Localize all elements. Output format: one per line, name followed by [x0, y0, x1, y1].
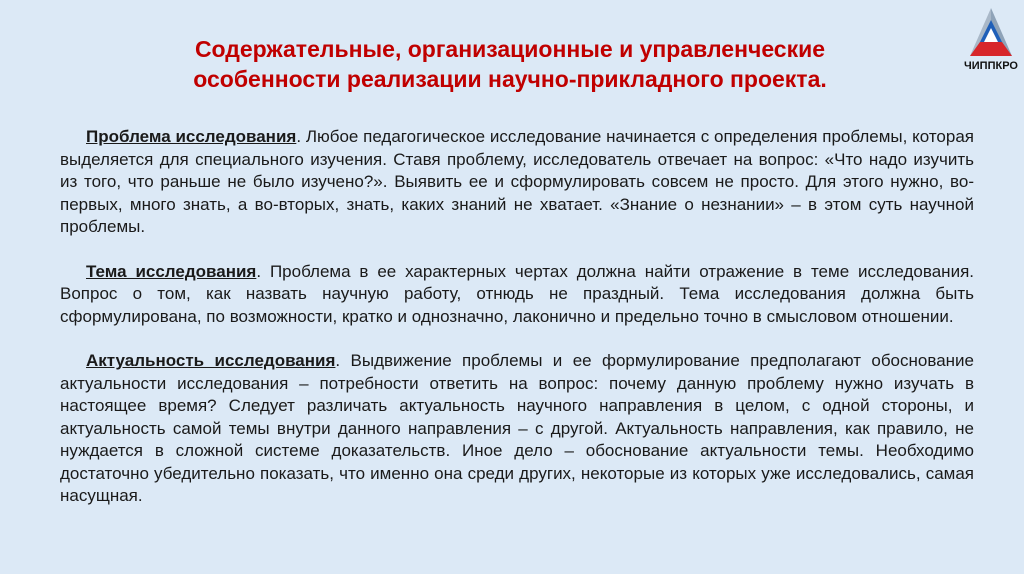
- paragraph-relevance-text: . Выдвижение проблемы и ее формулирование предполагают обоснование актуальности исследования – потребности ответить на вопрос: почему данную проблему нужно изучать в настоящее время? Следует различать актуальность научного направления в целом, с одной стороны, и актуальность самой темы внутри данного направления – с другой. Актуальность направления, как правило, не нуждается в сложной системе доказательств. Иное дело – обоснование актуальности темы. Необходимо достаточно убедительно показать, что именно она среди других, некоторые из которых уже исследовались, самая насущная.: [60, 351, 974, 505]
- slide-title-line-1: Содержательные, организационные и управленческие: [194, 36, 826, 62]
- paragraph-relevance: [60, 350, 974, 508]
- paragraph-topic-text: . Проблема в ее характерных чертах должна найти отражение в теме исследования. Вопрос о том, как назвать научную работу, отнюдь не праздный. Тема исследования должна быть сформулирована, по возможности, кратко и однозначно, лаконично и предельно точно в смысловом отношении.: [60, 261, 974, 326]
- logo-pyramid-icon: [962, 6, 1020, 60]
- term-relevance: Актуальность исследования: [86, 351, 336, 370]
- paragraph-problem-text: . Любое педагогическое исследование начинается с определения проблемы, которая выделяется для специального изучения. Ставя проблему, исследователь отвечает на вопрос: «Что надо изучить из того, что раньше не было изучено?». Выявить ее и сформулировать совсем не просто. Для этого нужно, во-первых, много знать, а во-вторых, знать, каких знаний не хватает. «Знание о незнании» – в этом суть научной проблемы.: [60, 127, 974, 236]
- slide-body: [60, 126, 974, 530]
- term-problem: Проблема исследования: [86, 127, 297, 146]
- slide-title: [60, 34, 960, 94]
- logo-text: ЧИППКРО: [964, 60, 1018, 72]
- paragraph-topic: [60, 261, 974, 329]
- organization-logo: [958, 6, 1020, 76]
- term-topic: Тема исследования: [86, 261, 257, 281]
- slide-title-line-2: особенности реализации научно-прикладного проекта.: [193, 66, 827, 92]
- paragraph-problem: [60, 126, 974, 239]
